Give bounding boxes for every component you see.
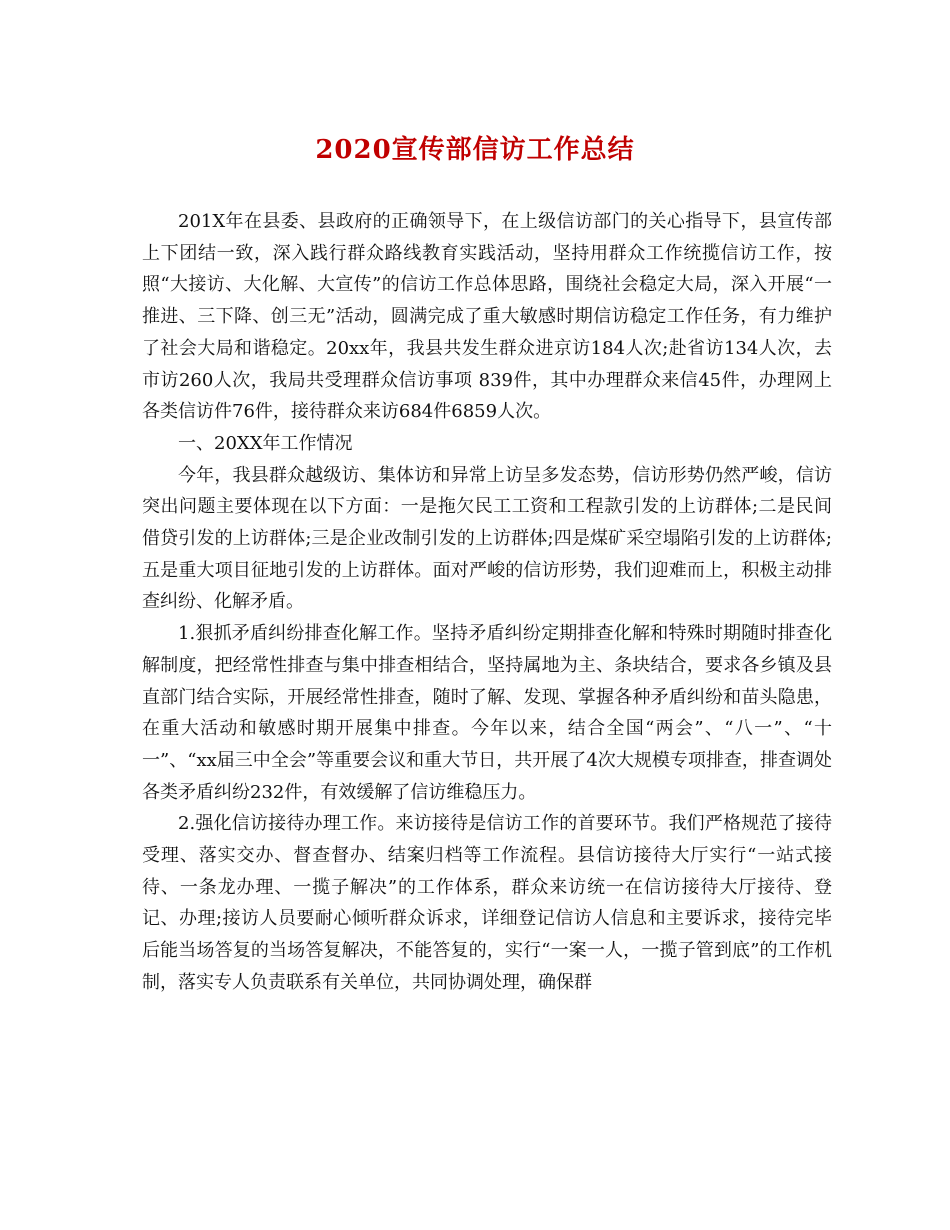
section-heading: 一、20XX年工作情况 bbox=[178, 432, 353, 454]
paragraph-intro: 201X年在县委、县政府的正确领导下，在上级信访部门的关心指导下，县宣传部上下团结一致，深入践行群众路线教育实践活动，坚持用群众工作统揽信访工作，按照“大接访、大化解、大宣传”的信访工作总体思路，围绕社会稳定大局，深入开展“一推进、三下降、创三无”活动，圆满完成了重大敏感时期信访稳定工作任务，有力维护了社会大局和谐稳定。20xx年，我县共发生群众进京访184人次;赴省访134人次，去市访260人次，我局共受理群众信访事项 839件，其中办理群众来信45件，办理网上各类信访件76件，接待群众来访684件6859人次。 bbox=[142, 211, 832, 423]
document-body bbox=[142, 206, 832, 999]
document-title: 2020宣传部信访工作总结 bbox=[315, 135, 635, 165]
paragraph-situation: 今年，我县群众越级访、集体访和异常上访呈多发态势，信访形势仍然严峻，信访突出问题主要体现在以下方面：一是拖欠民工工资和工程款引发的上访群体;二是民间借贷引发的上访群体;三是企业改制引发的上访群体;四是煤矿采空塌陷引发的上访群体;五是重大项目征地引发的上访群体。面对严峻的信访形势，我们迎难而上，积极主动排查纠纷、化解矛盾。 bbox=[142, 464, 832, 613]
paragraph-item-2: 2.强化信访接待办理工作。来访接待是信访工作的首要环节。我们严格规范了接待受理、落实交办、督查督办、结案归档等工作流程。县信访接待大厅实行“一站式接待、一条龙办理、一揽子解决”的工作体系，群众来访统一在信访接待大厅接待、登记、办理;接访人员要耐心倾听群众诉求，详细登记信访人信息和主要诉求，接待完毕后能当场答复的当场答复解决，不能答复的，实行“一案一人，一揽子管到底”的工作机制，落实专人负责联系有关单位，共同协调处理，确保群 bbox=[142, 813, 832, 993]
paragraph-item-1: 1.狠抓矛盾纠纷排查化解工作。坚持矛盾纠纷定期排查化解和特殊时期随时排查化解制度，把经常性排查与集中排查相结合，坚持属地为主、条块结合，要求各乡镇及县直部门结合实际，开展经常性排查，随时了解、发现、掌握各种矛盾纠纷和苗头隐患，在重大活动和敏感时期开展集中排查。今年以来，结合全国“两会”、“八一”、“十一”、“xx届三中全会”等重要会议和重大节日，共开展了4次大规模专项排查，排查调处各类矛盾纠纷232件，有效缓解了信访维稳压力。 bbox=[142, 623, 832, 803]
